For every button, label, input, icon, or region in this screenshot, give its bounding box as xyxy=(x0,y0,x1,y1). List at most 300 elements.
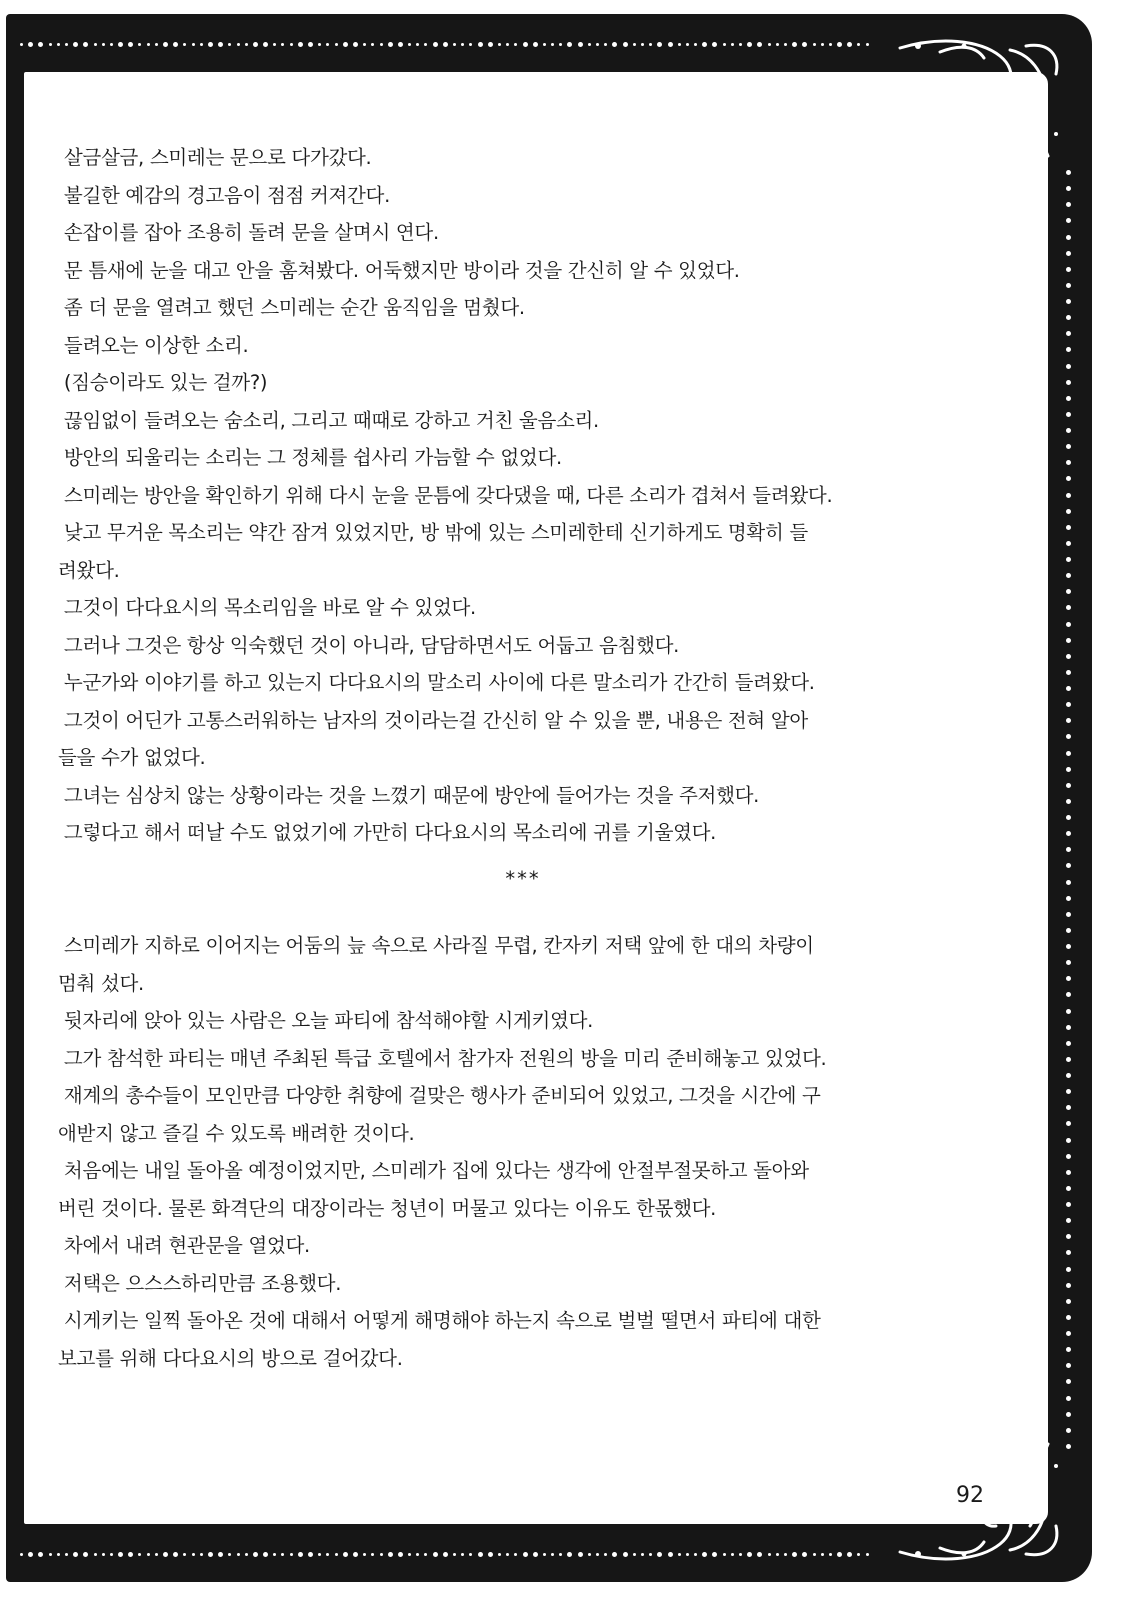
border-dot xyxy=(416,43,419,46)
border-dot xyxy=(318,1553,321,1556)
border-dot xyxy=(335,43,338,46)
border-dot xyxy=(20,1553,23,1556)
border-dot xyxy=(28,42,33,47)
border-dot xyxy=(353,42,358,47)
border-dot xyxy=(596,43,599,46)
text-line: 그것이 다다요시의 목소리임을 바로 알 수 있었다. xyxy=(58,596,476,619)
border-dot xyxy=(218,1552,223,1557)
border-dot xyxy=(1066,847,1071,852)
border-dot xyxy=(1066,299,1071,304)
text-line: 들려오는 이상한 소리. xyxy=(58,333,249,357)
border-dot xyxy=(1066,557,1071,562)
border-dot xyxy=(94,1553,97,1556)
border-dot xyxy=(424,43,427,46)
border-dot xyxy=(343,1552,348,1557)
border-dot xyxy=(1066,283,1071,288)
border-dot xyxy=(1066,1396,1071,1401)
border-dot xyxy=(335,1553,338,1556)
text-line: 뒷자리에 앉아 있는 사람은 오늘 파티에 참석해야할 시게키였다. xyxy=(58,1009,594,1032)
border-dot xyxy=(543,43,546,46)
border-dot xyxy=(200,1553,203,1556)
border-dot xyxy=(678,1553,681,1556)
border-dot xyxy=(1066,218,1071,223)
border-dot xyxy=(757,42,762,47)
border-dot xyxy=(147,43,150,46)
border-dot xyxy=(453,1553,456,1556)
border-dot xyxy=(1066,347,1071,352)
border-dot xyxy=(20,43,23,46)
border-dot xyxy=(1066,718,1071,723)
border-dot xyxy=(1066,831,1071,836)
border-dot xyxy=(1066,1267,1071,1272)
border-dot xyxy=(739,43,742,46)
border-dot xyxy=(443,1552,448,1557)
border-dot xyxy=(228,1553,231,1556)
text-line: 그가 참석한 파티는 매년 주최된 특급 호텔에서 참가자 전원의 방을 미리 준비해놓고 있었다. xyxy=(58,1046,827,1070)
text-line: 좀 더 문을 열려고 했던 스미레는 순간 움직임을 멈췄다. xyxy=(58,296,525,319)
paragraph-block-after-break xyxy=(58,927,988,1377)
border-dot xyxy=(1066,315,1071,320)
right-dotted-band xyxy=(1062,170,1074,1450)
border-dot xyxy=(612,42,617,47)
border-dot xyxy=(668,42,673,47)
border-dot xyxy=(102,1553,105,1556)
border-dot xyxy=(308,1552,313,1557)
border-dot xyxy=(49,43,52,46)
border-dot xyxy=(253,1552,258,1557)
border-dot xyxy=(866,43,869,46)
text-line: 들을 수가 없었다. xyxy=(58,746,206,769)
border-dot xyxy=(1066,1121,1071,1126)
text-line: 방안의 되울리는 소리는 그 정체를 쉽사리 가늠할 수 없었다. xyxy=(58,446,562,469)
border-dot xyxy=(147,1553,150,1556)
border-dot xyxy=(712,42,717,47)
border-dot xyxy=(792,1552,797,1557)
border-dot xyxy=(1066,992,1071,997)
border-dot xyxy=(1066,751,1071,756)
text-line: 끊임없이 들려오는 숨소리, 그리고 때때로 강하고 거친 울음소리. xyxy=(58,408,599,432)
border-dot xyxy=(49,1553,52,1556)
border-dot xyxy=(263,1552,268,1557)
border-dot xyxy=(596,1553,599,1556)
border-dot xyxy=(371,1553,374,1556)
border-dot xyxy=(128,1552,133,1557)
text-line: 살금살금, 스미레는 문으로 다가갔다. xyxy=(58,146,372,169)
border-dot xyxy=(1066,767,1071,772)
border-dot xyxy=(1066,686,1071,691)
border-dot xyxy=(1066,573,1071,578)
border-dot xyxy=(461,1553,464,1556)
border-dot xyxy=(559,1553,562,1556)
border-dot xyxy=(1066,1089,1071,1094)
border-dot xyxy=(253,42,258,47)
border-dot xyxy=(1066,976,1071,981)
border-dot xyxy=(567,42,572,47)
border-dot xyxy=(290,1553,293,1556)
border-dot xyxy=(1066,1412,1071,1417)
border-dot xyxy=(739,1553,742,1556)
border-dot xyxy=(694,1553,697,1556)
text-line: (짐승이라도 있는 걸까?) xyxy=(58,371,268,394)
border-dot xyxy=(847,42,852,47)
border-dot xyxy=(38,42,43,47)
section-break: *** xyxy=(505,866,541,890)
border-dot xyxy=(433,42,438,47)
border-dot xyxy=(155,1553,158,1556)
border-dot xyxy=(588,43,591,46)
border-dot xyxy=(298,42,303,47)
border-dot xyxy=(776,1553,779,1556)
border-dot xyxy=(649,1553,652,1556)
border-dot xyxy=(298,1552,303,1557)
border-dot xyxy=(1066,202,1071,207)
border-dot xyxy=(523,1552,528,1557)
border-dot xyxy=(363,1553,366,1556)
bottom-right-flourish-icon xyxy=(880,1434,1070,1584)
border-dot xyxy=(1066,380,1071,385)
border-dot xyxy=(514,1553,517,1556)
border-dot xyxy=(1066,1170,1071,1175)
border-dot xyxy=(408,43,411,46)
border-dot xyxy=(1066,1379,1071,1384)
border-dot xyxy=(813,43,816,46)
border-dot xyxy=(641,1553,644,1556)
border-dot xyxy=(1066,1041,1071,1046)
border-dot xyxy=(1066,622,1071,627)
border-dot xyxy=(237,43,240,46)
border-dot xyxy=(102,43,105,46)
border-dot xyxy=(694,43,697,46)
border-dot xyxy=(1066,783,1071,788)
border-dot xyxy=(1066,863,1071,868)
border-dot xyxy=(776,43,779,46)
border-dot xyxy=(237,1553,240,1556)
bottom-dotted-band xyxy=(20,1544,870,1564)
border-dot xyxy=(263,42,268,47)
border-dot xyxy=(668,1552,673,1557)
border-dot xyxy=(802,1552,807,1557)
border-dot xyxy=(326,1553,329,1556)
border-dot xyxy=(837,42,842,47)
border-dot xyxy=(245,43,248,46)
border-dot xyxy=(1066,944,1071,949)
border-dot xyxy=(218,42,223,47)
border-dot xyxy=(559,43,562,46)
border-dot xyxy=(498,1553,501,1556)
text-line: 려왔다. xyxy=(58,558,120,582)
story-text xyxy=(58,139,988,1377)
border-dot xyxy=(138,43,141,46)
border-dot xyxy=(702,1552,707,1557)
border-dot xyxy=(1066,493,1071,498)
border-dot xyxy=(747,1552,752,1557)
text-line: 시게키는 일찍 돌아온 것에 대해서 어떻게 해명해야 하는지 속으로 벌벌 떨면서 파티에 대한 xyxy=(58,1309,821,1332)
border-dot xyxy=(1066,541,1071,546)
border-dot xyxy=(633,43,636,46)
text-line: 처음에는 내일 돌아올 예정이었지만, 스미레가 집에 있다는 생각에 안절부절못하고 돌아와 xyxy=(58,1159,809,1182)
text-line: 버린 것이다. 물론 화격단의 대장이라는 청년이 머물고 있다는 이유도 한몫했다. xyxy=(58,1196,717,1220)
border-dot xyxy=(443,42,448,47)
border-dot xyxy=(326,43,329,46)
border-dot xyxy=(478,1552,483,1557)
border-dot xyxy=(281,1553,284,1556)
border-dot xyxy=(1066,267,1071,272)
border-dot xyxy=(768,43,771,46)
border-dot xyxy=(1066,702,1071,707)
border-dot xyxy=(623,42,628,47)
border-dot xyxy=(1066,1363,1071,1368)
border-dot xyxy=(578,1552,583,1557)
border-dot xyxy=(128,42,133,47)
border-dot xyxy=(1066,1234,1071,1239)
border-dot xyxy=(173,1552,178,1557)
border-dot xyxy=(110,1553,113,1556)
border-dot xyxy=(1066,1250,1071,1255)
border-dot xyxy=(1066,605,1071,610)
border-dot xyxy=(498,43,501,46)
border-dot xyxy=(678,43,681,46)
border-dot xyxy=(588,1553,591,1556)
border-dot xyxy=(657,1552,662,1557)
border-dot xyxy=(857,1553,860,1556)
paragraph-block-before-break xyxy=(58,139,988,852)
border-dot xyxy=(273,1553,276,1556)
border-dot xyxy=(416,1553,419,1556)
border-dot xyxy=(1066,1315,1071,1320)
border-dot xyxy=(1066,1299,1071,1304)
border-dot xyxy=(1066,331,1071,336)
border-dot xyxy=(633,1553,636,1556)
text-line: 문 틈새에 눈을 대고 안을 훔쳐봤다. 어둑했지만 방이라 것을 간신히 알 수 있었다. xyxy=(58,258,740,282)
border-dot xyxy=(1066,1025,1071,1030)
border-dot xyxy=(228,43,231,46)
border-dot xyxy=(1066,476,1071,481)
border-dot xyxy=(138,1553,141,1556)
border-dot xyxy=(192,43,195,46)
border-dot xyxy=(363,43,366,46)
border-dot xyxy=(506,43,509,46)
border-dot xyxy=(1066,880,1071,885)
border-dot xyxy=(371,43,374,46)
border-dot xyxy=(183,1553,186,1556)
border-dot xyxy=(747,42,752,47)
border-dot xyxy=(73,42,78,47)
border-dot xyxy=(641,43,644,46)
border-dot xyxy=(1066,412,1071,417)
border-dot xyxy=(1066,235,1071,240)
text-line: 그것이 어딘가 고통스러워하는 남자의 것이라는걸 간신히 알 수 있을 뿐, 내용은 전혀 알아 xyxy=(58,708,808,732)
border-dot xyxy=(1066,1331,1071,1336)
border-dot xyxy=(731,1553,734,1556)
border-dot xyxy=(469,43,472,46)
border-dot xyxy=(388,42,393,47)
border-dot xyxy=(38,1552,43,1557)
border-dot xyxy=(1066,1347,1071,1352)
border-dot xyxy=(1066,428,1071,433)
border-dot xyxy=(829,43,832,46)
border-dot xyxy=(343,42,348,47)
border-dot xyxy=(1066,1073,1071,1078)
border-dot xyxy=(1066,960,1071,965)
border-dot xyxy=(1066,912,1071,917)
border-dot xyxy=(578,42,583,47)
text-line: 불길한 예감의 경고음이 점점 커져간다. xyxy=(58,183,390,207)
border-dot xyxy=(1066,654,1071,659)
border-dot xyxy=(163,42,168,47)
border-dot xyxy=(792,42,797,47)
border-dot xyxy=(1066,896,1071,901)
border-dot xyxy=(1066,525,1071,530)
border-dot xyxy=(1066,251,1071,256)
border-dot xyxy=(829,1553,832,1556)
text-line: 차에서 내려 현관문을 열었다. xyxy=(58,1234,310,1257)
border-dot xyxy=(308,42,313,47)
border-dot xyxy=(612,1552,617,1557)
border-dot xyxy=(686,1553,689,1556)
border-dot xyxy=(1066,1009,1071,1014)
border-dot xyxy=(118,1552,123,1557)
border-dot xyxy=(163,1552,168,1557)
border-dot xyxy=(1066,1138,1071,1143)
border-dot xyxy=(837,1552,842,1557)
border-dot xyxy=(1066,1186,1071,1191)
border-dot xyxy=(65,43,68,46)
text-line: 그러나 그것은 항상 익숙했던 것이 아니라, 담담하면서도 어둡고 음침했다. xyxy=(58,633,680,657)
border-dot xyxy=(461,43,464,46)
border-dot xyxy=(281,43,284,46)
border-dot xyxy=(290,43,293,46)
border-dot xyxy=(94,43,97,46)
border-dot xyxy=(408,1553,411,1556)
border-dot xyxy=(273,43,276,46)
text-line: 보고를 위해 다다요시의 방으로 걸어갔다. xyxy=(58,1346,403,1370)
text-line: 손잡이를 잡아 조용히 돌려 문을 살며시 연다. xyxy=(58,221,439,244)
border-dot xyxy=(183,43,186,46)
border-dot xyxy=(567,1552,572,1557)
border-dot xyxy=(686,43,689,46)
border-dot xyxy=(1066,509,1071,514)
border-dot xyxy=(1066,396,1071,401)
border-dot xyxy=(604,43,607,46)
border-dot xyxy=(1066,460,1071,465)
border-dot xyxy=(533,42,538,47)
border-dot xyxy=(551,1553,554,1556)
border-dot xyxy=(702,42,707,47)
border-dot xyxy=(821,1553,824,1556)
border-dot xyxy=(533,1552,538,1557)
border-dot xyxy=(649,43,652,46)
border-dot xyxy=(731,43,734,46)
border-dot xyxy=(1066,444,1071,449)
border-dot xyxy=(1066,734,1071,739)
border-dot xyxy=(514,43,517,46)
border-dot xyxy=(1066,364,1071,369)
border-dot xyxy=(768,1553,771,1556)
text-line: 애받지 않고 즐길 수 있도록 배려한 것이다. xyxy=(58,1121,415,1145)
border-dot xyxy=(73,1552,78,1557)
border-dot xyxy=(208,42,213,47)
border-dot xyxy=(65,1553,68,1556)
border-dot xyxy=(200,43,203,46)
border-dot xyxy=(543,1553,546,1556)
border-dot xyxy=(813,1553,816,1556)
border-dot xyxy=(1066,1283,1071,1288)
border-dot xyxy=(488,1552,493,1557)
border-dot xyxy=(488,42,493,47)
border-dot xyxy=(1066,638,1071,643)
border-dot xyxy=(380,1553,383,1556)
border-dot xyxy=(523,42,528,47)
border-dot xyxy=(623,1552,628,1557)
border-dot xyxy=(802,42,807,47)
top-dotted-band xyxy=(20,34,870,54)
border-dot xyxy=(712,1552,717,1557)
text-line: 스미레는 방안을 확인하기 위해 다시 눈을 문틈에 갖다댔을 때, 다른 소리가 겹쳐서 들려왔다. xyxy=(58,483,833,507)
border-dot xyxy=(57,43,60,46)
border-dot xyxy=(1066,1057,1071,1062)
border-dot xyxy=(110,43,113,46)
border-dot xyxy=(388,1552,393,1557)
border-dot xyxy=(1066,589,1071,594)
text-line: 그녀는 심상치 않는 상황이라는 것을 느꼈기 때문에 방안에 들어가는 것을 주저했다. xyxy=(58,783,760,807)
border-dot xyxy=(866,1553,869,1556)
border-dot xyxy=(173,42,178,47)
text-line: 그렇다고 해서 떠날 수도 없었기에 가만히 다다요시의 목소리에 귀를 기울였다. xyxy=(58,821,717,844)
border-dot xyxy=(118,42,123,47)
text-line: 저택은 으스스하리만큼 조용했다. xyxy=(58,1271,342,1295)
text-line: 재계의 총수들이 모인만큼 다양한 취향에 걸맞은 행사가 준비되어 있었고, 그것을 시간에 구 xyxy=(58,1084,821,1107)
border-dot xyxy=(604,1553,607,1556)
border-dot xyxy=(245,1553,248,1556)
border-dot xyxy=(1066,670,1071,675)
border-dot xyxy=(1066,928,1071,933)
border-dot xyxy=(757,1552,762,1557)
text-line: 누군가와 이야기를 하고 있는지 다다요시의 말소리 사이에 다른 말소리가 간간히 들려왔다. xyxy=(58,671,815,694)
border-dot xyxy=(1066,815,1071,820)
border-dot xyxy=(353,1552,358,1557)
border-dot xyxy=(83,1552,88,1557)
border-dot xyxy=(1066,170,1071,175)
border-dot xyxy=(506,1553,509,1556)
border-dot xyxy=(1066,1105,1071,1110)
border-dot xyxy=(433,1552,438,1557)
border-dot xyxy=(1066,1218,1071,1223)
border-dot xyxy=(83,42,88,47)
border-dot xyxy=(723,43,726,46)
border-dot xyxy=(847,1552,852,1557)
border-dot xyxy=(1066,186,1071,191)
border-dot xyxy=(1066,1428,1071,1433)
border-dot xyxy=(723,1553,726,1556)
border-dot xyxy=(398,42,403,47)
border-dot xyxy=(380,43,383,46)
border-dot xyxy=(1066,799,1071,804)
border-dot xyxy=(469,1553,472,1556)
border-dot xyxy=(318,43,321,46)
border-dot xyxy=(784,43,787,46)
text-line: 스미레가 지하로 이어지는 어둠의 늪 속으로 사라질 무렵, 칸자키 저택 앞에 한 대의 차량이 xyxy=(58,934,814,957)
border-dot xyxy=(657,42,662,47)
border-dot xyxy=(1066,1202,1071,1207)
border-dot xyxy=(821,43,824,46)
border-dot xyxy=(551,43,554,46)
border-dot xyxy=(424,1553,427,1556)
border-dot xyxy=(57,1553,60,1556)
border-dot xyxy=(857,43,860,46)
border-dot xyxy=(208,1552,213,1557)
border-dot xyxy=(155,43,158,46)
border-dot xyxy=(478,42,483,47)
